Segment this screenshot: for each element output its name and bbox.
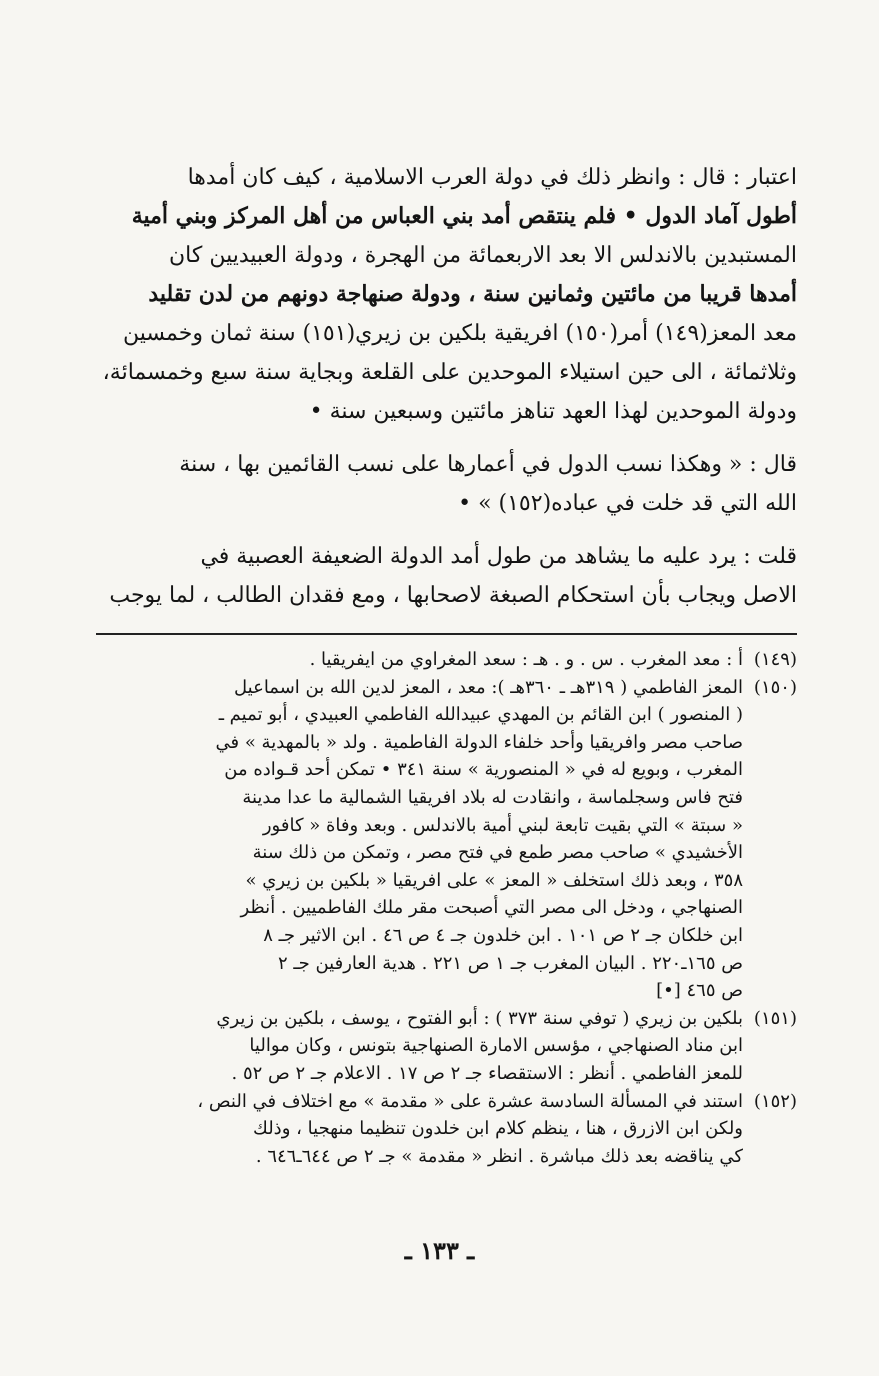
paragraph-3 (100, 537, 797, 615)
footnote-line: أ : معد المغرب . س . و . هـ : سعد المغراوي من ايفريقيا . (309, 649, 743, 670)
footnote-line: ابن خلكان جـ ٢ ص ١٠١ . ابن خلدون جـ ٤ ص ٤٦ . ابن الاثير جـ ٨ (263, 924, 743, 946)
footnote-line: ولكن ابن الازرق ، هنا ، ينظم كلام ابن خلدون تنظيما منهجيا ، وذلك (253, 1118, 743, 1140)
text-line: معد المعز(١٤٩) أمر(١٥٠) افريقية بلكين بن زيري(١٥١) سنة ثمان وخمسين (123, 321, 797, 346)
footnote-line: فتح فاس وسجلماسة ، وانقادت له بلاد افريقيا الشمالية ما عدا مدينة (242, 786, 743, 808)
footnote-line: كي يناقضه بعد ذلك مباشرة . انظر « مقدمة » جـ ٢ ص ٦٤٤ـ٦٤٦ . (255, 1145, 743, 1167)
text-line: قلت : يرد عليه ما يشاهد من طول أمد الدولة الضعيفة العصبية في (200, 544, 797, 569)
text-line: أمدها قريبا من مائتين وثمانين سنة ، ودولة صنهاجة دونهم من لدن تقليد (148, 281, 797, 307)
text-line: الاصل ويجاب بأن استحكام الصبغة لاصحابها ، ومع فقدان الطالب ، لما يوجب (109, 583, 797, 608)
footnote-152 (92, 1088, 797, 1171)
footnotes (92, 646, 797, 1170)
footnote-line: ابن مناد الصنهاجي ، مؤسس الامارة الصنهاجية بتونس ، وكان مواليا (249, 1035, 743, 1057)
footnote-line: بلكين بن زيري ( توفي سنة ٣٧٣ ) : أبو الفتوح ، يوسف ، بلكين بن زيري (216, 1007, 743, 1029)
footnote-line: للمعز الفاطمي . أنظر : الاستقصاء جـ ٢ ص ١٧ . الاعلام جـ ٢ ص ٥٢ . (231, 1062, 743, 1084)
footnote-line: ص ١٦٥ـ٢٢٠ . البيان المغرب جـ ١ ص ٢٢١ . هدية العارفين جـ ٢ (277, 952, 743, 974)
footnote-150 (92, 674, 797, 1005)
footnote-151 (92, 1005, 797, 1088)
footnote-line: الصنهاجي ، ودخل الى مصر التي أصبحت مقر ملك الفاطميين . أنظر (240, 897, 743, 919)
text-line: قال : « وهكذا نسب الدول في أعمارها على نسب القائمين بها ، سنة (179, 452, 797, 477)
footnote-text (92, 1005, 743, 1088)
paragraph-2 (100, 445, 797, 523)
text-line: وثلاثمائة ، الى حين استيلاء الموحدين على القلعة وبجاية سنة سبع وخمسمائة، (102, 360, 797, 385)
footnote-number: (١٥١) (753, 1007, 797, 1029)
footnote-text (92, 1088, 743, 1171)
footnote-line: المعز الفاطمي ( ٣١٩هـ ـ ٣٦٠هـ ): معد ، المعز لدين الله بن اسماعيل (234, 676, 743, 698)
text-line: المستبدين بالاندلس الا بعد الاربعمائة من الهجرة ، ودولة العبيديين كان (169, 243, 797, 268)
footnote-text (92, 674, 743, 1005)
footnote-line: المغرب ، وبويع له في « المنصورية » سنة ٣٤١ • تمكن أحد قـواده من (224, 759, 743, 781)
footnote-line: استند في المسألة السادسة عشرة على « مقدمة » مع اختلاف في النص ، (197, 1090, 743, 1112)
text-line: أطول آماد الدول • فلم ينتقص أمد بني العباس من أهل المركز وبني أمية (131, 203, 797, 229)
footnote-number: (١٤٩) (753, 649, 797, 670)
footnote-number: (١٥٢) (753, 1090, 797, 1112)
footnote-line: الأخشيدي » صاحب مصر طمع في فتح مصر ، وتمكن من ذلك سنة (252, 842, 743, 864)
text-line: الله التي قد خلت في عباده(١٥٢) » • (458, 491, 797, 516)
footnote-divider (96, 633, 797, 635)
footnote-line: ص ٤٦٥ [•] (656, 980, 743, 1002)
footnote-line: ( المنصور ) ابن القائم بن المهدي عبيدالله الفاطمي العبيدي ، أبو تميم ـ (218, 704, 743, 726)
footnote-number: (١٥٠) (753, 676, 797, 698)
main-text (100, 158, 797, 615)
footnote-line: صاحب مصر وافريقيا وأحد خلفاء الدولة الفاطمية . ولد « بالمهدية » في (215, 731, 743, 753)
text-line: اعتبار : قال : وانظر ذلك في دولة العرب الاسلامية ، كيف كان أمدها (187, 165, 797, 190)
footnote-149 (92, 646, 797, 674)
page-number: ـ ١٣٣ ـ (404, 1236, 475, 1265)
footnote-text (92, 646, 743, 674)
footnote-line: ٣٥٨ ، وبعد ذلك استخلف « المعز » على افريقيا « بلكين بن زيري » (245, 869, 743, 891)
paragraph-1 (100, 158, 797, 431)
footnote-line: « سبتة » التي بقيت تابعة لبني أمية بالاندلس . وبعد وفاة « كافور (262, 814, 743, 836)
text-line: ودولة الموحدين لهذا العهد تناهز مائتين وسبعين سنة • (309, 399, 797, 424)
